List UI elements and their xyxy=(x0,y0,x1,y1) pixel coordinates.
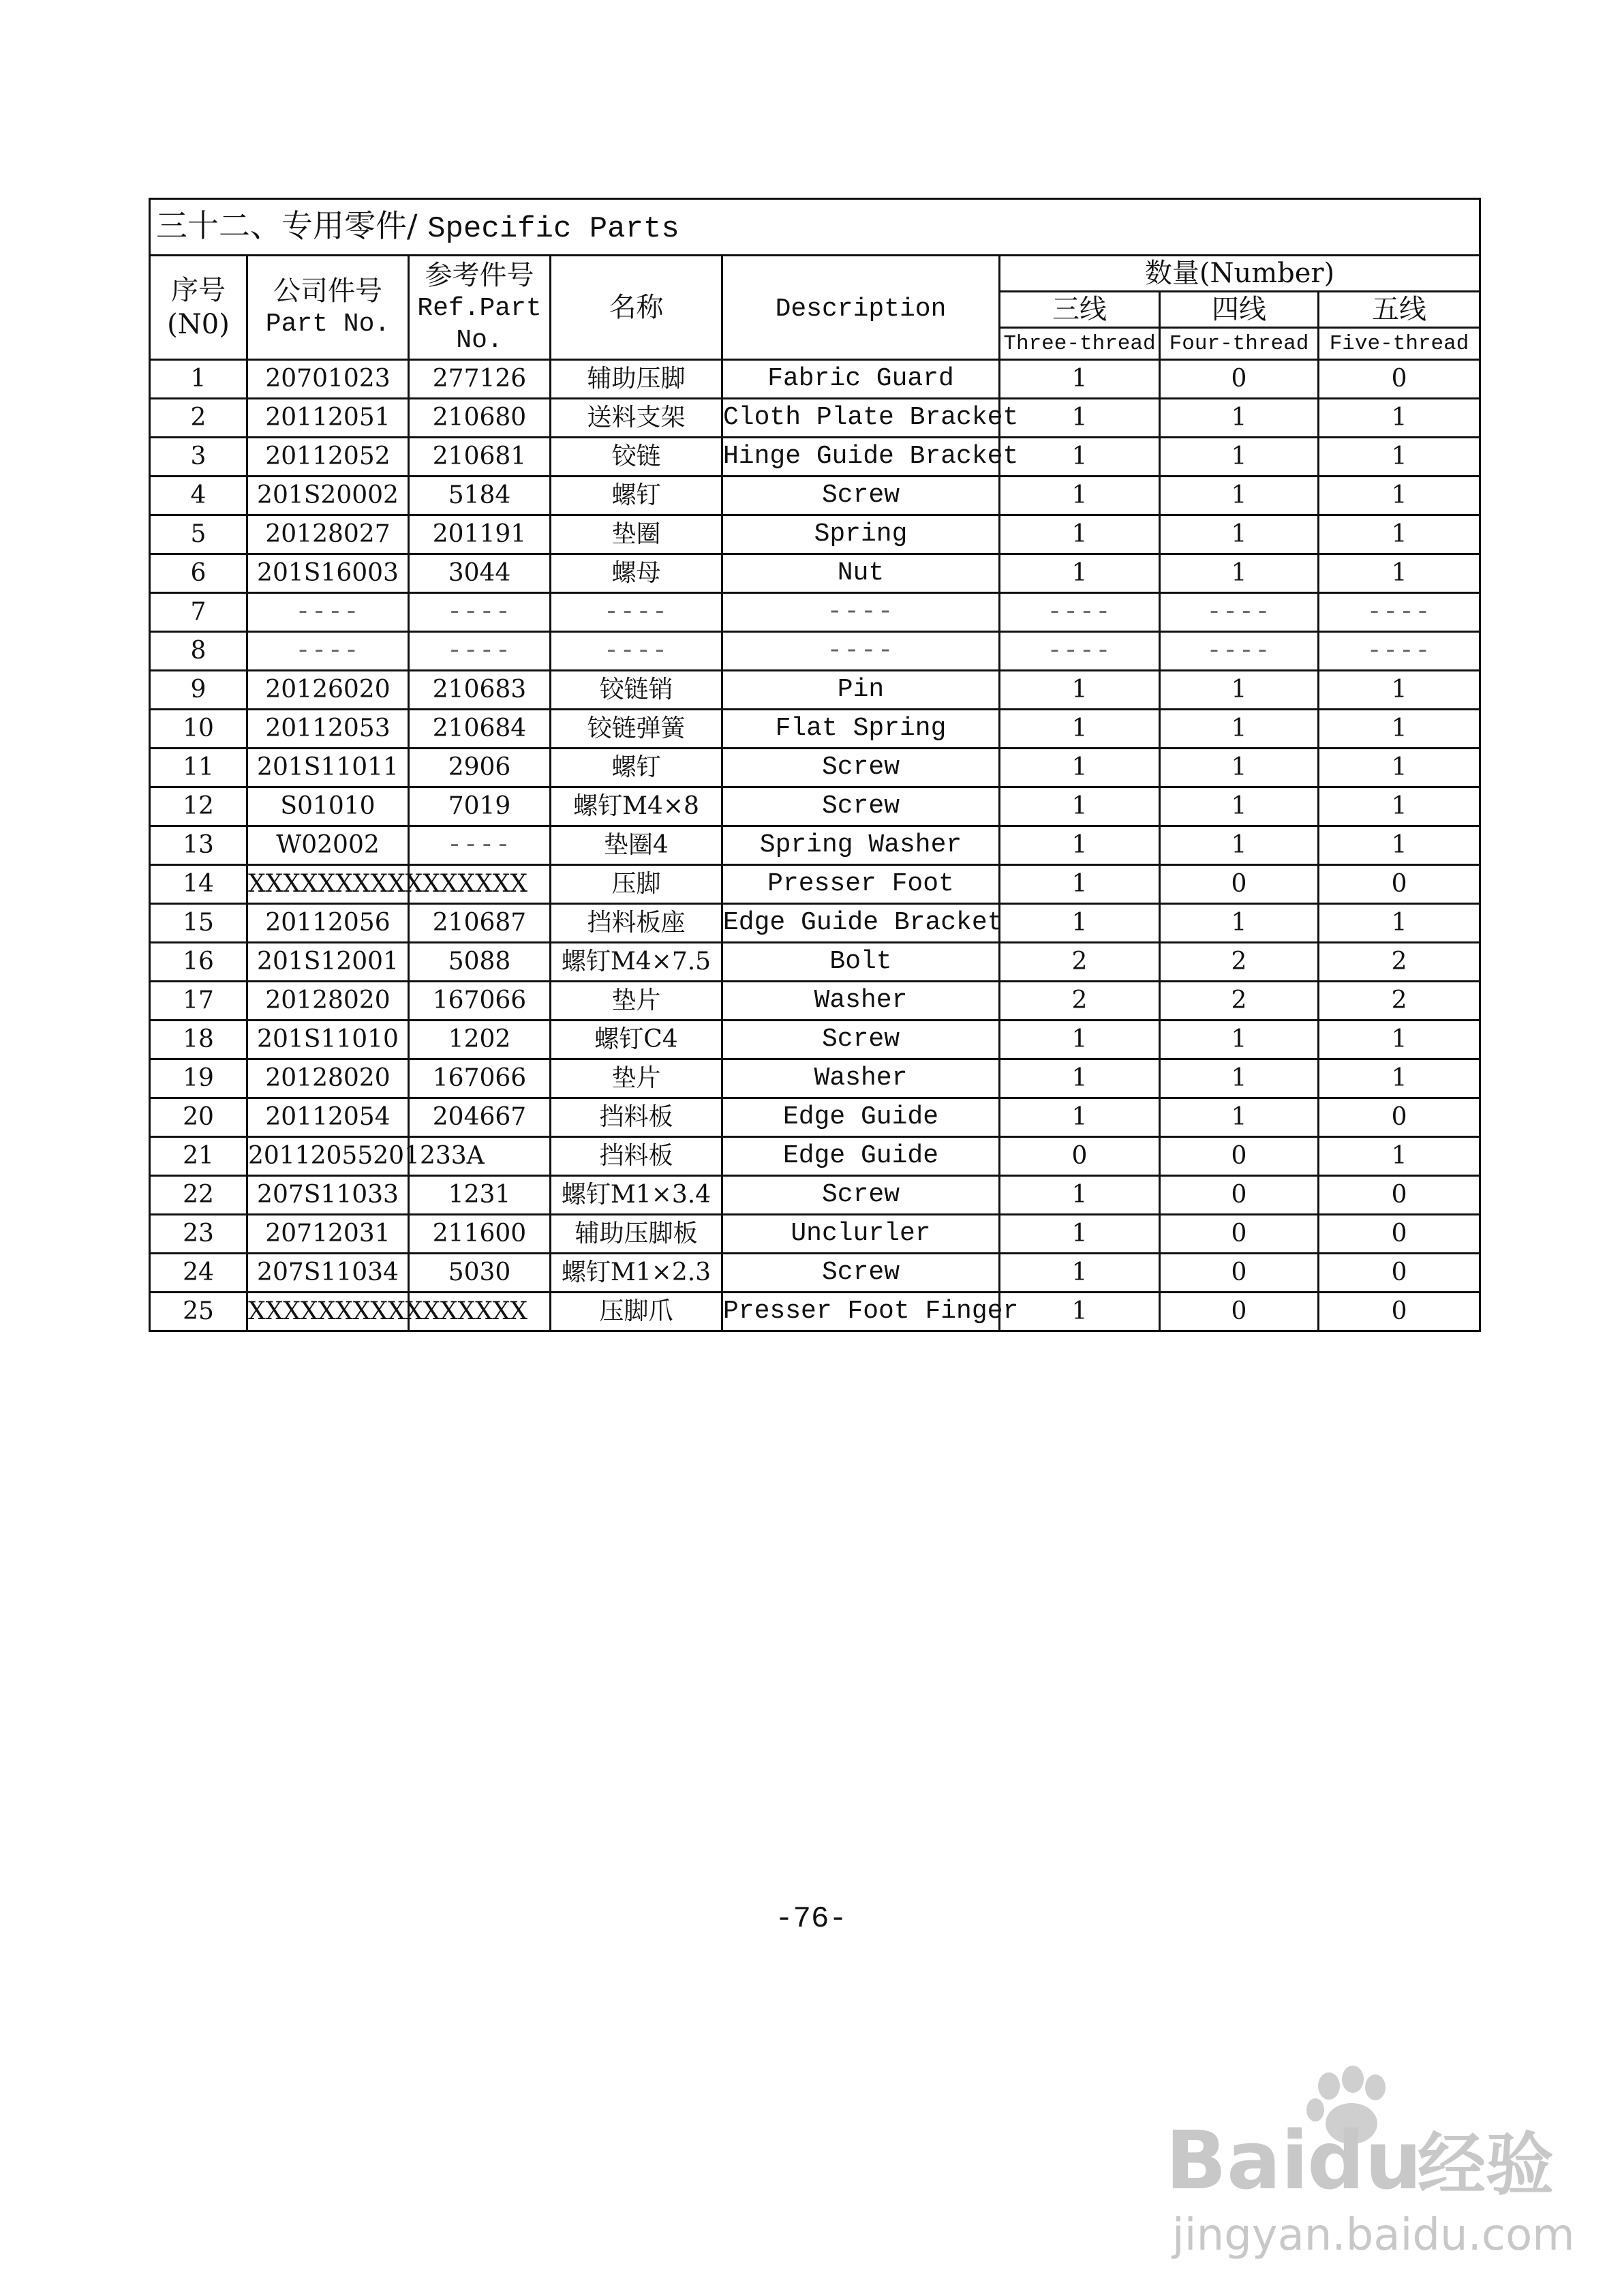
table-row xyxy=(150,982,1480,1021)
cell-name: 垫圈4 xyxy=(551,826,722,865)
header-quantity: 数量(Number) xyxy=(1000,256,1480,292)
table-row xyxy=(150,1098,1480,1137)
cell-no: 22 xyxy=(150,1176,247,1215)
cell-description: Spring xyxy=(722,515,1000,554)
cell-ref-part: 210683 xyxy=(409,671,551,710)
cell-qty-five: 1 xyxy=(1319,671,1480,710)
cell-part-no: 20128020 xyxy=(247,1059,409,1098)
cell-part-no: 20112054 xyxy=(247,1098,409,1137)
cell-qty-five: 1 xyxy=(1319,438,1480,477)
cell-ref-part: 211600 xyxy=(409,1215,551,1254)
cell-qty-five: 1 xyxy=(1319,1137,1480,1176)
cell-part-no: 201S20002 xyxy=(247,477,409,515)
header-ref-cn: 参考件号 xyxy=(425,259,534,291)
cell-qty-three: 1 xyxy=(1000,1059,1160,1098)
cell-qty-five: ---- xyxy=(1319,593,1480,632)
cell-ref-part: 201191 xyxy=(409,515,551,554)
cell-no: 7 xyxy=(150,593,247,632)
header-part-cn: 公司件号 xyxy=(273,275,382,307)
cell-ref-part: 1231 xyxy=(409,1176,551,1215)
cell-name: 铰链销 xyxy=(551,671,722,710)
cell-description: ---- xyxy=(722,593,1000,632)
cell-qty-four: 2 xyxy=(1160,982,1319,1021)
cell-name: 螺钉M4×8 xyxy=(551,787,722,826)
cell-qty-four: 0 xyxy=(1160,1215,1319,1254)
cell-no: 2 xyxy=(150,399,247,438)
header-description-text: Description xyxy=(775,294,947,324)
cell-qty-four: 0 xyxy=(1160,1293,1319,1331)
cell-qty-four: 1 xyxy=(1160,515,1319,554)
cell-no: 15 xyxy=(150,904,247,943)
cell-qty-three: 1 xyxy=(1000,477,1160,515)
cell-qty-four: 2 xyxy=(1160,943,1319,982)
cell-qty-four: 1 xyxy=(1160,671,1319,710)
cell-no: 5 xyxy=(150,515,247,554)
cell-ref-part: 167066 xyxy=(409,1059,551,1098)
cell-name: 垫片 xyxy=(551,1059,722,1098)
cell-ref-part: 2906 xyxy=(409,749,551,787)
cell-qty-four: ---- xyxy=(1160,593,1319,632)
cell-qty-four: 1 xyxy=(1160,826,1319,865)
cell-no: 12 xyxy=(150,787,247,826)
cell-qty-four: 1 xyxy=(1160,554,1319,593)
cell-name: 垫圈 xyxy=(551,515,722,554)
cell-part-no: ---- xyxy=(247,632,409,671)
cell-qty-four: ---- xyxy=(1160,632,1319,671)
cell-description: Nut xyxy=(722,554,1000,593)
cell-no: 20 xyxy=(150,1098,247,1137)
specific-parts-table xyxy=(149,198,1481,1332)
cell-name: 螺钉M1×3.4 xyxy=(551,1176,722,1215)
cell-name: 螺钉C4 xyxy=(551,1021,722,1059)
cell-qty-three: 1 xyxy=(1000,1021,1160,1059)
cell-part-no: 207S11033 xyxy=(247,1176,409,1215)
table-row xyxy=(150,515,1480,554)
cell-qty-three: 1 xyxy=(1000,865,1160,904)
cell-description: Flat Spring xyxy=(722,710,1000,749)
cell-name: 铰链弹簧 xyxy=(551,710,722,749)
cell-part-no: XXXXXXXXXXXXXXXX xyxy=(247,1293,409,1331)
cell-qty-five: 0 xyxy=(1319,360,1480,399)
cell-qty-five: 0 xyxy=(1319,1176,1480,1215)
cell-qty-five: 1 xyxy=(1319,826,1480,865)
cell-description: Screw xyxy=(722,1176,1000,1215)
cell-no: 18 xyxy=(150,1021,247,1059)
cell-name: 铰链 xyxy=(551,438,722,477)
cell-qty-three: 1 xyxy=(1000,826,1160,865)
cell-name: 螺钉 xyxy=(551,477,722,515)
cell-name: ---- xyxy=(551,593,722,632)
header-ref-en2: No. xyxy=(456,326,503,355)
watermark-cn: 经验 xyxy=(1418,2125,1554,2205)
page-number: -76- xyxy=(775,1902,847,1936)
cell-description: Pin xyxy=(722,671,1000,710)
table-row xyxy=(150,904,1480,943)
cell-name: 辅助压脚板 xyxy=(551,1215,722,1254)
cell-ref-part: 7019 xyxy=(409,787,551,826)
cell-ref-part: 167066 xyxy=(409,982,551,1021)
table-title xyxy=(150,199,1480,256)
table-row xyxy=(150,1059,1480,1098)
cell-no: 16 xyxy=(150,943,247,982)
table-row xyxy=(150,632,1480,671)
cell-part-no: 20128020 xyxy=(247,982,409,1021)
table-row xyxy=(150,438,1480,477)
header-three-en: Three-thread xyxy=(1000,328,1160,360)
cell-name: ---- xyxy=(551,632,722,671)
watermark-brand2: du xyxy=(1307,2113,1422,2207)
cell-description: Washer xyxy=(722,982,1000,1021)
cell-name: 压脚爪 xyxy=(551,1293,722,1331)
cell-qty-four: 1 xyxy=(1160,399,1319,438)
cell-part-no: ---- xyxy=(247,593,409,632)
table-row xyxy=(150,593,1480,632)
cell-ref-part: 210681 xyxy=(409,438,551,477)
cell-qty-five: 2 xyxy=(1319,943,1480,982)
table-row xyxy=(150,865,1480,904)
cell-part-no: 20112051 xyxy=(247,399,409,438)
cell-qty-three: 0 xyxy=(1000,1137,1160,1176)
cell-description: Spring Washer xyxy=(722,826,1000,865)
cell-part-no: 20112052 xyxy=(247,438,409,477)
cell-no: 23 xyxy=(150,1215,247,1254)
table-row xyxy=(150,943,1480,982)
cell-no: 11 xyxy=(150,749,247,787)
cell-qty-five: 1 xyxy=(1319,904,1480,943)
cell-qty-five: 0 xyxy=(1319,865,1480,904)
cell-description: Edge Guide Bracket xyxy=(722,904,1000,943)
header-no-cn: 序号 xyxy=(171,275,226,306)
cell-qty-three: 1 xyxy=(1000,438,1160,477)
cell-qty-three: 1 xyxy=(1000,1215,1160,1254)
cell-qty-five: 1 xyxy=(1319,710,1480,749)
cell-qty-three: 1 xyxy=(1000,749,1160,787)
cell-description: Edge Guide xyxy=(722,1098,1000,1137)
cell-qty-three: 1 xyxy=(1000,554,1160,593)
cell-qty-five: 1 xyxy=(1319,749,1480,787)
cell-description: Unclurler xyxy=(722,1215,1000,1254)
cell-name: 挡料板座 xyxy=(551,904,722,943)
table-row xyxy=(150,671,1480,710)
cell-qty-three: 1 xyxy=(1000,515,1160,554)
cell-part-no: 207S11034 xyxy=(247,1254,409,1293)
cell-qty-five: 1 xyxy=(1319,477,1480,515)
table-row xyxy=(150,1137,1480,1176)
cell-part-no: 20112055201233A xyxy=(247,1137,409,1176)
cell-ref-part: 5088 xyxy=(409,943,551,982)
cell-part-no: 201S12001 xyxy=(247,943,409,982)
title-en: Specific Parts xyxy=(427,212,679,246)
cell-no: 6 xyxy=(150,554,247,593)
watermark-url: jingyan.baidu.com xyxy=(1172,2210,1575,2261)
cell-no: 13 xyxy=(150,826,247,865)
cell-no: 25 xyxy=(150,1293,247,1331)
cell-ref-part: ---- xyxy=(409,593,551,632)
cell-no: 19 xyxy=(150,1059,247,1098)
cell-ref-part: 210687 xyxy=(409,904,551,943)
table-row xyxy=(150,1021,1480,1059)
cell-description: Washer xyxy=(722,1059,1000,1098)
cell-name: 送料支架 xyxy=(551,399,722,438)
cell-qty-three: ---- xyxy=(1000,593,1160,632)
cell-name: 挡料板 xyxy=(551,1098,722,1137)
cell-description: Screw xyxy=(722,1021,1000,1059)
cell-description: Bolt xyxy=(722,943,1000,982)
cell-no: 1 xyxy=(150,360,247,399)
cell-description: Screw xyxy=(722,1254,1000,1293)
cell-qty-five: 1 xyxy=(1319,554,1480,593)
cell-part-no: 20126020 xyxy=(247,671,409,710)
cell-qty-four: 1 xyxy=(1160,1021,1319,1059)
cell-qty-four: 1 xyxy=(1160,1098,1319,1137)
cell-part-no: 20712031 xyxy=(247,1215,409,1254)
cell-qty-five: 0 xyxy=(1319,1293,1480,1331)
cell-ref-part: 210680 xyxy=(409,399,551,438)
cell-part-no: 201S11010 xyxy=(247,1021,409,1059)
cell-no: 21 xyxy=(150,1137,247,1176)
table-row xyxy=(150,710,1480,749)
cell-qty-four: 0 xyxy=(1160,865,1319,904)
cell-ref-part: 210684 xyxy=(409,710,551,749)
baidu-jingyan-watermark xyxy=(1159,2059,1575,2263)
cell-part-no: XXXXXXXXXXXXXXXX xyxy=(247,865,409,904)
cell-part-no: 20112053 xyxy=(247,710,409,749)
table-row xyxy=(150,399,1480,438)
cell-qty-five: 1 xyxy=(1319,1021,1480,1059)
cell-qty-three: 2 xyxy=(1000,982,1160,1021)
cell-part-no: S01010 xyxy=(247,787,409,826)
cell-no: 8 xyxy=(150,632,247,671)
cell-ref-part: ---- xyxy=(409,632,551,671)
cell-description: Screw xyxy=(722,477,1000,515)
cell-name: 挡料板 xyxy=(551,1137,722,1176)
cell-qty-four: 0 xyxy=(1160,360,1319,399)
table-row xyxy=(150,1293,1480,1331)
cell-part-no: 201S16003 xyxy=(247,554,409,593)
table-row xyxy=(150,360,1480,399)
table-row xyxy=(150,1176,1480,1215)
cell-no: 9 xyxy=(150,671,247,710)
cell-qty-three: 1 xyxy=(1000,904,1160,943)
cell-name: 垫片 xyxy=(551,982,722,1021)
header-description xyxy=(722,256,1000,360)
cell-ref-part: 204667 xyxy=(409,1098,551,1137)
table-row xyxy=(150,554,1480,593)
cell-no: 4 xyxy=(150,477,247,515)
cell-description: Presser Foot xyxy=(722,865,1000,904)
header-five-en: Five-thread xyxy=(1319,328,1480,360)
cell-part-no: 20112056 xyxy=(247,904,409,943)
table-row xyxy=(150,477,1480,515)
cell-qty-four: 1 xyxy=(1160,1059,1319,1098)
parts-sheet xyxy=(149,198,1479,1332)
title-cn: 三十二、专用零件/ xyxy=(156,207,428,244)
cell-name: 螺母 xyxy=(551,554,722,593)
cell-qty-four: 1 xyxy=(1160,749,1319,787)
table-row xyxy=(150,1215,1480,1254)
cell-qty-three: 2 xyxy=(1000,943,1160,982)
header-no xyxy=(150,256,247,360)
cell-qty-five: 0 xyxy=(1319,1215,1480,1254)
cell-no: 24 xyxy=(150,1254,247,1293)
table-row xyxy=(150,749,1480,787)
header-ref-en1: Ref.Part xyxy=(417,293,542,323)
cell-qty-three: 1 xyxy=(1000,787,1160,826)
watermark-brand: Bai xyxy=(1165,2113,1309,2207)
cell-ref-part: 5184 xyxy=(409,477,551,515)
cell-qty-three: ---- xyxy=(1000,632,1160,671)
header-no-en: (N0) xyxy=(167,309,230,340)
cell-no: 14 xyxy=(150,865,247,904)
header-five-cn: 五线 xyxy=(1319,292,1480,328)
cell-no: 3 xyxy=(150,438,247,477)
cell-qty-four: 1 xyxy=(1160,787,1319,826)
cell-description: Presser Foot Finger xyxy=(722,1293,1000,1331)
cell-qty-three: 1 xyxy=(1000,1293,1160,1331)
cell-qty-three: 1 xyxy=(1000,360,1160,399)
cell-qty-four: 1 xyxy=(1160,710,1319,749)
cell-no: 10 xyxy=(150,710,247,749)
header-four-en: Four-thread xyxy=(1160,328,1319,360)
cell-qty-five: 2 xyxy=(1319,982,1480,1021)
cell-qty-three: 1 xyxy=(1000,1176,1160,1215)
cell-description: ---- xyxy=(722,632,1000,671)
cell-part-no: 20128027 xyxy=(247,515,409,554)
cell-qty-five: 1 xyxy=(1319,515,1480,554)
table-row xyxy=(150,1254,1480,1293)
cell-description: Fabric Guard xyxy=(722,360,1000,399)
cell-description: Cloth Plate Bracket xyxy=(722,399,1000,438)
cell-qty-three: 1 xyxy=(1000,710,1160,749)
header-four-cn: 四线 xyxy=(1160,292,1319,328)
cell-qty-five: 1 xyxy=(1319,1059,1480,1098)
cell-qty-four: 1 xyxy=(1160,904,1319,943)
cell-qty-five: 0 xyxy=(1319,1098,1480,1137)
cell-description: Screw xyxy=(722,749,1000,787)
cell-name: 螺钉 xyxy=(551,749,722,787)
cell-ref-part: ---- xyxy=(409,826,551,865)
cell-part-no: W02002 xyxy=(247,826,409,865)
cell-qty-five: 1 xyxy=(1319,787,1480,826)
cell-qty-four: 0 xyxy=(1160,1176,1319,1215)
header-ref-part xyxy=(409,256,551,360)
cell-description: Edge Guide xyxy=(722,1137,1000,1176)
cell-qty-four: 0 xyxy=(1160,1137,1319,1176)
header-name: 名称 xyxy=(551,256,722,360)
cell-part-no: 20701023 xyxy=(247,360,409,399)
cell-qty-three: 1 xyxy=(1000,1254,1160,1293)
cell-description: Hinge Guide Bracket xyxy=(722,438,1000,477)
cell-name: 螺钉M4×7.5 xyxy=(551,943,722,982)
cell-ref-part: 277126 xyxy=(409,360,551,399)
cell-part-no: 201S11011 xyxy=(247,749,409,787)
cell-qty-three: 1 xyxy=(1000,671,1160,710)
cell-qty-three: 1 xyxy=(1000,399,1160,438)
cell-qty-five: ---- xyxy=(1319,632,1480,671)
cell-description: Screw xyxy=(722,787,1000,826)
cell-qty-five: 1 xyxy=(1319,399,1480,438)
cell-ref-part: 5030 xyxy=(409,1254,551,1293)
cell-name: 螺钉M1×2.3 xyxy=(551,1254,722,1293)
cell-no: 17 xyxy=(150,982,247,1021)
cell-ref-part: 3044 xyxy=(409,554,551,593)
cell-qty-four: 1 xyxy=(1160,477,1319,515)
table-row xyxy=(150,826,1480,865)
header-part-en: Part No. xyxy=(265,309,391,339)
table-row xyxy=(150,787,1480,826)
header-three-cn: 三线 xyxy=(1000,292,1160,328)
cell-name: 辅助压脚 xyxy=(551,360,722,399)
cell-qty-four: 0 xyxy=(1160,1254,1319,1293)
header-part-no xyxy=(247,256,409,360)
cell-ref-part: 1202 xyxy=(409,1021,551,1059)
cell-qty-five: 0 xyxy=(1319,1254,1480,1293)
cell-qty-four: 1 xyxy=(1160,438,1319,477)
cell-name: 压脚 xyxy=(551,865,722,904)
cell-qty-three: 1 xyxy=(1000,1098,1160,1137)
